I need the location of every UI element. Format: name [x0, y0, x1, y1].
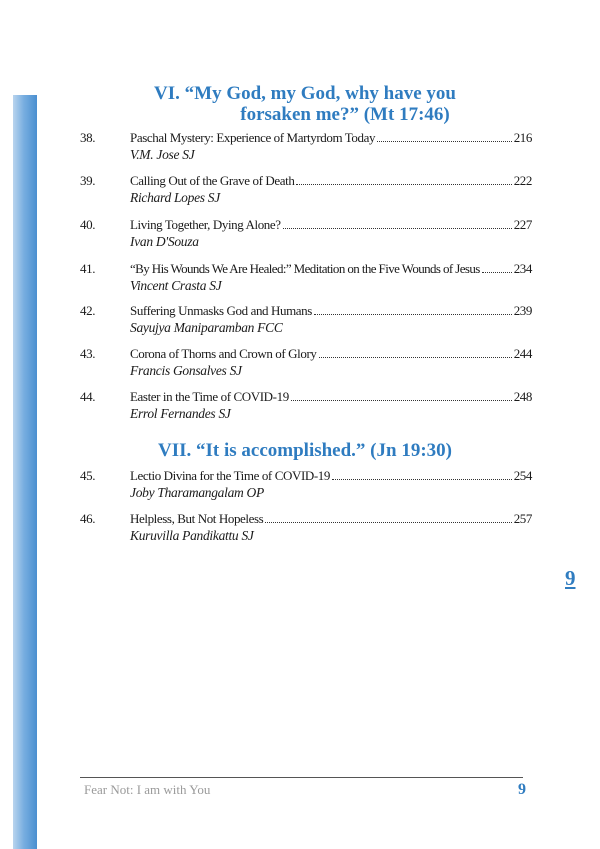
entry-author: Ivan D'Souza — [130, 234, 199, 249]
toc-entry[interactable] — [80, 303, 532, 337]
entry-page: 239 — [513, 303, 532, 318]
entry-author: Francis Gonsalves SJ — [130, 363, 242, 378]
toc-entry[interactable] — [80, 173, 532, 207]
dot-leader — [314, 314, 512, 315]
entry-title: Calling Out of the Grave of Death — [130, 173, 295, 188]
dot-leader — [332, 479, 512, 480]
entry-page: 244 — [513, 346, 532, 361]
entry-author: Errol Fernandes SJ — [130, 406, 231, 421]
entry-number: 45. — [80, 468, 96, 483]
section-heading-vi — [80, 83, 530, 125]
toc-entry[interactable] — [80, 389, 532, 423]
toc-entry[interactable] — [80, 261, 532, 295]
side-page-number: 9 — [565, 566, 576, 590]
section-heading-vii — [80, 440, 530, 461]
entry-author: Joby Tharamangalam OP — [130, 485, 264, 500]
dot-leader — [319, 357, 512, 358]
entry-number: 38. — [80, 130, 96, 145]
entry-page: 216 — [513, 130, 532, 145]
dot-leader — [291, 400, 512, 401]
toc-entry[interactable] — [80, 217, 532, 251]
footer-page-number: 9 — [518, 781, 526, 798]
entry-page: 234 — [513, 261, 532, 276]
entry-number: 43. — [80, 346, 96, 361]
entry-page: 254 — [513, 468, 532, 483]
entry-title: “By His Wounds We Are Healed:” Meditation on the Five Wounds of Jesus — [130, 261, 480, 276]
footer-book-title: Fear Not: I am with You — [84, 782, 211, 797]
entry-title: Easter in the Time of COVID-19 — [130, 389, 289, 404]
toc-entry[interactable] — [80, 468, 532, 502]
entry-title: Suffering Unmasks God and Humans — [130, 303, 312, 318]
section-heading-line: forsaken me?” (Mt 17:46) — [240, 104, 450, 125]
entry-author: Vincent Crasta SJ — [130, 278, 222, 293]
entry-title: Helpless, But Not Hopeless — [130, 511, 264, 526]
entry-number: 42. — [80, 303, 96, 318]
entry-title: Living Together, Dying Alone? — [130, 217, 281, 232]
dot-leader — [283, 228, 512, 229]
toc-entry[interactable] — [80, 130, 532, 164]
section-heading-line: VI. “My God, my God, why have you — [154, 83, 456, 104]
entry-author: Kuruvilla Pandikattu SJ — [130, 528, 254, 543]
dot-leader — [377, 141, 512, 142]
entry-page: 227 — [513, 217, 532, 232]
entry-number: 40. — [80, 217, 96, 232]
entry-title: Lectio Divina for the Time of COVID-19 — [130, 468, 330, 483]
blue-spine-bar — [13, 95, 37, 849]
entry-page: 248 — [513, 389, 532, 404]
entry-author: Richard Lopes SJ — [130, 190, 220, 205]
dot-leader — [482, 272, 512, 273]
toc-entry[interactable] — [80, 346, 532, 380]
entry-number: 44. — [80, 389, 96, 404]
entry-page: 257 — [513, 511, 532, 526]
entry-title: Paschal Mystery: Experience of Martyrdom Today — [130, 130, 376, 145]
entry-page: 222 — [513, 173, 532, 188]
footer-divider — [80, 777, 523, 778]
entry-number: 41. — [80, 261, 96, 276]
entry-number: 39. — [80, 173, 96, 188]
dot-leader — [296, 184, 511, 185]
section-heading-line: VII. “It is accomplished.” (Jn 19:30) — [158, 440, 452, 461]
entry-number: 46. — [80, 511, 96, 526]
toc-entry[interactable] — [80, 511, 532, 545]
dot-leader — [265, 522, 511, 523]
entry-title: Corona of Thorns and Crown of Glory — [130, 346, 317, 361]
entry-author: V.M. Jose SJ — [130, 147, 195, 162]
entry-author: Sayujya Maniparamban FCC — [130, 320, 283, 335]
